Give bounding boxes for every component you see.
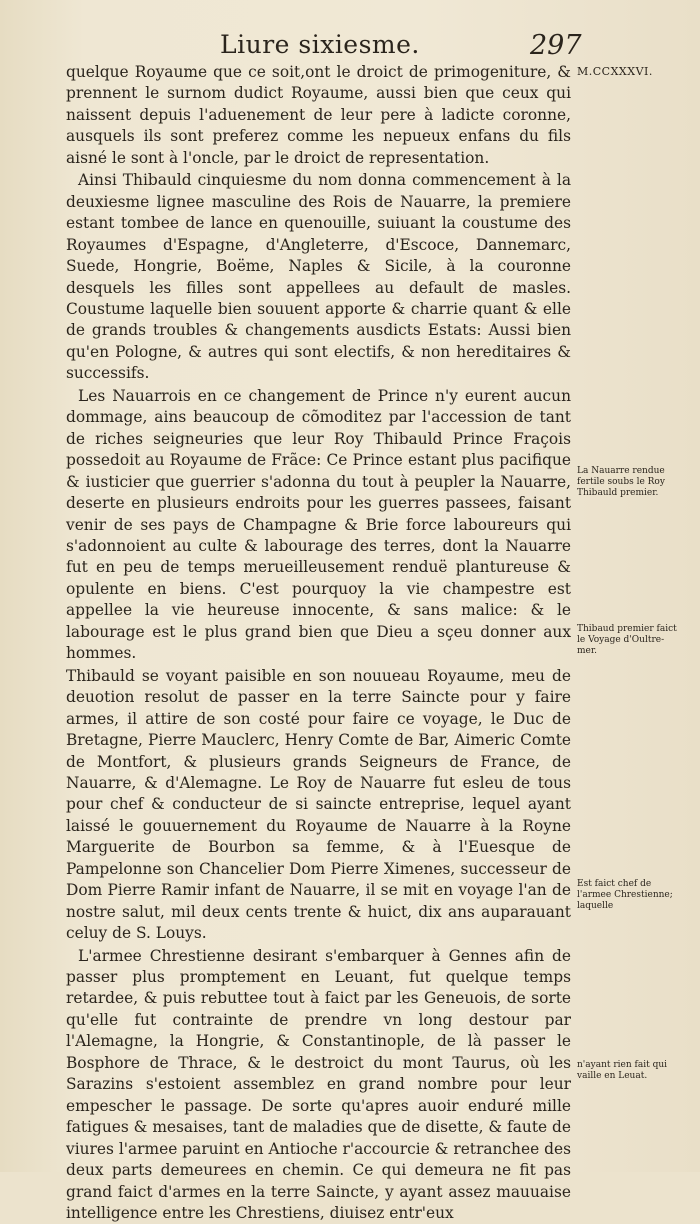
margin-note: Thibaud premier faict le Voyage d'Oultre-mer. bbox=[577, 624, 677, 656]
margin-year: M.CCXXXVI. bbox=[577, 65, 653, 78]
margin-note: La Nauarre rendue fertile soubs le Roy Thibauld premier. bbox=[577, 466, 665, 498]
running-title: Liure sixiesme. bbox=[220, 30, 420, 59]
paragraph: quelque Royaume que ce soit,ont le droict de primogeniture, & prennent le surnom dudict Royaume, aussi bien que ceux qui naissent depuis l'aduenement de leur pere à ladicte coronne, ausquels ils sont preferez comme les nepueux enfans du fils aisné le sont à l'oncle, par le droict de representation. bbox=[66, 63, 571, 167]
margin-note: Est faict chef de l'armee Chrestienne; laquelle bbox=[577, 879, 673, 911]
main-text-block bbox=[66, 62, 571, 1224]
paragraph: Thibauld se voyant paisible en son nouueau Royaume, meu de deuotion resolut de passer en la terre Saincte pour y faire armes, il attire de son costé pour faire ce voyage, le Duc de Bretagne, Pierre Mauclerc, Henry Comte de Bar, Aimeric Comte de Montfort, & plusieurs grands Seigneurs de France, de Nauarre, & d'Alemagne. Le Roy de Nauarre fut esleu de tous pour chef & conducteur de si saincte entreprise, lequel ayant laissé le gouuernement du Royaume de Nauarre à la Royne Marguerite de Bourbon sa femme, & à l'Euesque de Pampelonne son Chancelier Dom Pierre Ximenes, successeur de Dom Pierre Ramir infant de Nauarre, il se mit en voyage l'an de nostre salut, mil deux cents trente & huict, dix ans auparauant celuy de S. Louys. bbox=[66, 666, 571, 943]
margin-note: n'ayant rien fait qui vaille en Leuat. bbox=[577, 1060, 668, 1081]
page-number: 297 bbox=[530, 30, 582, 61]
paragraph: Les Nauarrois en ce changement de Prince n'y eurent aucun dommage, ains beaucoup de cõmoditez par l'accession de tant de riches seigneuries que leur Roy Thibauld Prince Fraçois possedoit au Royaume de Frãce: Ce Prince estant plus pacifique & iusticier que guerrier s'adonna du tout à peupler la Nauarre, deserte en plusieurs endroits pour les guerres passees, faisant venir de ses pays de Champagne & Brie force laboureurs qui s'adonnoient au culte & labourage des terres, dont la Nauarre fut en peu de temps merueilleusement renduë plantureuse & opulente en biens. C'est pourquoy la vie champestre est appellee la vie heureuse innocente, & sans malice: & le labourage est le plus grand bien que Dieu a sçeu donner aux hommes. bbox=[66, 386, 571, 663]
paragraph: L'armee Chrestienne desirant s'embarquer à Gennes afin de passer plus promptement en Leuant, fut quelque temps retardee, & puis rebuttee tout à faict par les Geneuois, de sorte qu'elle fut contrainte de prendre vn long destour par l'Alemagne, la Hongrie, & Constantinople, de là passer le Bosphore de Thrace, & le destroict du mont Taurus, où les Sarazins s'estoient assemblez en grand nombre pour leur empescher le passage. De sorte qu'apres auoir enduré mille fatigues & mesaises, tant de maladies que de disette, & faute de viures l'armee paruint en Antioche r'accourcie & retranchee des deux parts demeurees en chemin. Ce qui demeura ne fit pas grand faict d'armes en la terre Saincte, y ayant assez mauuaise intelligence entre les Chrestiens, diuisez entr'eux bbox=[66, 946, 571, 1223]
paragraph: Ainsi Thibauld cinquiesme du nom donna commencement à la deuxiesme lignee masculine des Rois de Nauarre, la premiere estant tombee de lance en quenouille, suiuant la coustume des Royaumes d'Espagne, d'Angleterre, d'Escoce, Dannemarc, Suede, Hongrie, Boëme, Naples & Sicile, à la couronne desquels les filles sont appellees au default de masles. Coustume laquelle bien souuent apporte & charrie quant & elle de grands troubles & changements ausdicts Estats: Aussi bien qu'en Pologne, & autres qui sont electifs, & non hereditaires & successifs. bbox=[66, 171, 571, 383]
